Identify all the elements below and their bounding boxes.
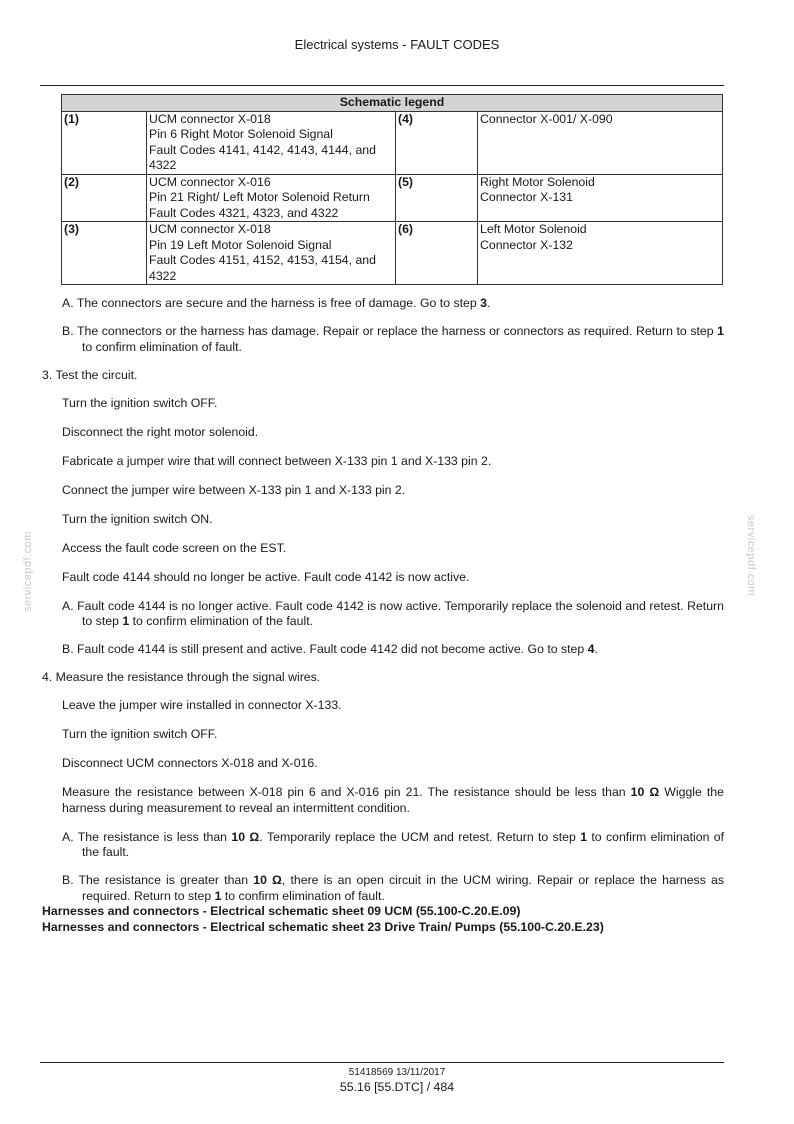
legend-description [478,111,723,174]
outcome-text: to confirm elimination of the fault. [82,829,725,859]
instruction: Fault code 4144 should no longer be active. Fault code 4142 is now active. [62,569,470,584]
instruction: Turn the ignition switch OFF. [62,727,218,741]
outcome-text: B. The resistance is greater than [62,873,254,887]
outcome-text: to confirm elimination of the fault. [129,614,314,628]
outcome-text: A. The resistance is less than [62,829,232,844]
cross-reference-link[interactable]: Harnesses and connectors - Electrical schematic sheet 09 UCM (55.100-C.20.E.09) [42,904,521,918]
watermark: servicepdf.com [22,531,34,612]
outcome-text: B. The connectors or the harness has damage. Repair or replace the harness or connectors as required. Return to step [62,324,718,338]
page-header: Electrical systems - FAULT CODES [294,37,500,52]
document-id: 51418569 13/11/2017 [348,1067,446,1078]
instruction: Turn the ignition switch OFF. [62,395,218,410]
legend-description [478,174,723,222]
footer-rule [40,1062,724,1063]
instruction-text: Measure the resistance between X-018 pin 6 and X-016 pin 21. The resistance should be less than [62,785,631,799]
legend-description-text: Left Motor Solenoid Connector X-132 [480,222,587,252]
outcome-text: B. Fault code 4144 is still present and active. Fault code 4142 did not become active. Go to step [62,642,588,656]
outcome-text: . [594,642,598,656]
instruction-text: Wiggle the harness during measurement to reveal an intermittent condition. [62,785,724,815]
outcome-text: A. Fault code 4144 is no longer active. Fault code 4142 is now active. Temporarily replace the solenoid and retest. Return to step [62,598,724,628]
instruction: Disconnect the right motor solenoid. [62,424,259,439]
legend-number: (1) [62,111,147,174]
legend-description [147,111,396,174]
legend-description-text: UCM connector X-018 Pin 6 Right Motor Solenoid Signal Fault Codes 4141, 4142, 4143, 4144, and 4322 [149,111,376,172]
resistance-value: 10 Ω [231,829,260,844]
step-reference: 1 [122,614,130,628]
outcome-text: , there is an open circuit in the UCM wiring. Repair or replace the harness as required. Return to step [82,873,724,903]
page-number: 55.16 [55.DTC] / 484 [339,1080,455,1094]
instruction: Turn the ignition switch ON. [62,511,213,526]
step-outcome-a [62,830,724,861]
step-reference: 1 [580,829,588,844]
legend-number: (6) [396,222,478,285]
instruction: Disconnect UCM connectors X-018 and X-016. [62,756,318,770]
watermark: servicepdf.com [745,515,757,596]
instruction: Leave the jumper wire installed in connector X-133. [62,698,342,712]
legend-number: (5) [396,174,478,222]
step-3-heading: 3. Test the circuit. [42,367,138,382]
instruction: Access the fault code screen on the EST. [62,540,287,555]
legend-description [478,222,723,285]
instruction [62,785,724,816]
legend-row [62,174,723,222]
step-outcome-b [62,873,724,904]
outcome-text: A. The connectors are secure and the harness is free of damage. Go to step [62,296,481,310]
step-reference: 1 [214,888,222,903]
legend-description-text: UCM connector X-018 Pin 19 Left Motor Solenoid Signal Fault Codes 4151, 4152, 4153, 4154, and 4322 [149,222,376,283]
legend-description-text: Right Motor Solenoid Connector X-131 [480,174,595,204]
legend-title-row [62,95,723,112]
cross-reference-link[interactable]: Harnesses and connectors - Electrical schematic sheet 23 Drive Train/ Pumps (55.100-C.20.E.23) [42,919,604,934]
step-reference: 4 [587,642,595,656]
legend-description [147,174,396,222]
resistance-value: 10 Ω [253,873,282,887]
outcome-text: . [486,296,491,310]
instruction: Fabricate a jumper wire that will connect between X-133 pin 1 and X-133 pin 2. [62,453,492,468]
step-4-heading: 4. Measure the resistance through the signal wires. [42,670,321,684]
step-outcome-b [62,324,724,355]
legend-number: (3) [62,222,147,285]
legend-description-text: Connector X-001/ X-090 [480,111,613,126]
resistance-value: 10 Ω [630,785,660,799]
procedure-content [42,296,724,935]
legend-number: (4) [396,111,478,174]
legend-row [62,222,723,285]
outcome-text: . Temporarily replace the UCM and retest. Return to step [259,829,581,844]
step-reference: 1 [717,324,724,338]
legend-description-text: UCM connector X-016 Pin 21 Right/ Left Motor Solenoid Return Fault Codes 4321, 4323, and 4322 [149,174,370,220]
schematic-legend-table [61,94,723,285]
outcome-text: to confirm elimination of fault. [221,888,385,903]
legend-description [147,222,396,285]
legend-title: Schematic legend [62,95,723,112]
outcome-text: to confirm elimination of fault. [82,339,242,354]
legend-row [62,111,723,174]
step-reference: 3 [480,296,487,310]
instruction: Connect the jumper wire between X-133 pin 1 and X-133 pin 2. [62,482,406,497]
header-rule [40,85,724,86]
step-outcome-a [62,296,724,312]
step-outcome-b [62,642,724,658]
step-outcome-a [62,599,724,630]
legend-number: (2) [62,174,147,222]
